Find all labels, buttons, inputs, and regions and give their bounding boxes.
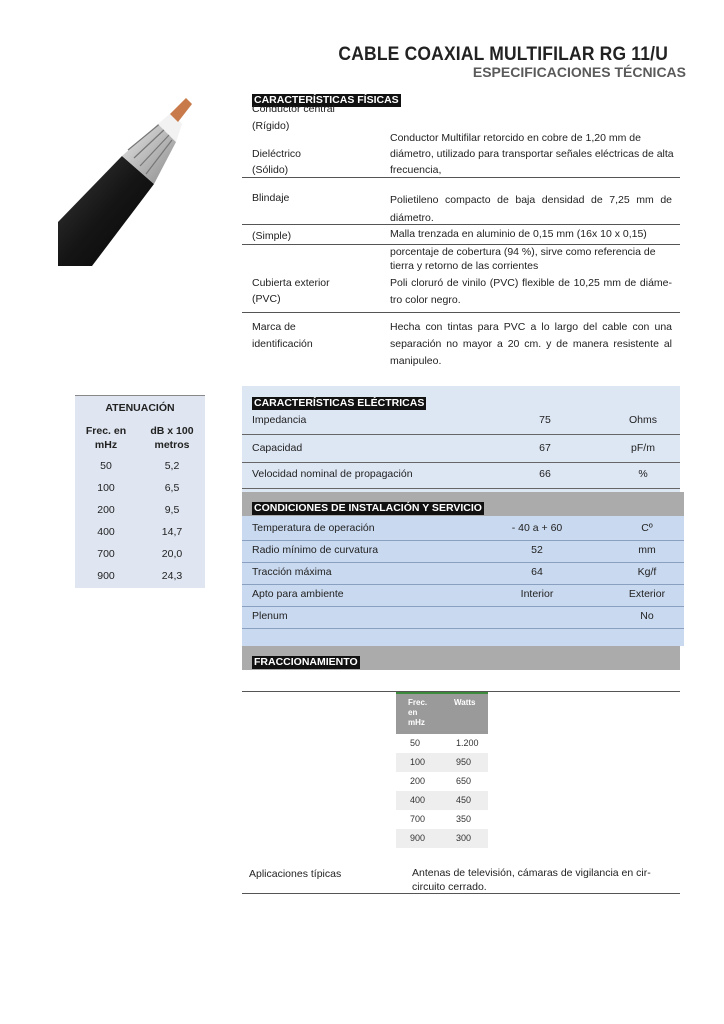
attenuation-db-cell: 6,5 — [164, 482, 180, 494]
installation-section — [242, 516, 684, 646]
attenuation-freq-cell: 700 — [97, 548, 115, 560]
divider — [242, 224, 680, 225]
electrical-label: Impedancia — [252, 414, 307, 426]
power-col-watts: Watts — [454, 698, 476, 707]
power-watts-cell: 450 — [456, 795, 472, 805]
dielectric-label: Dieléctrico — [252, 148, 302, 160]
attenuation-db-cell: 24,3 — [161, 570, 183, 582]
dielectric-label-sub: (Sólido) — [252, 164, 289, 176]
attenuation-freq-cell: 900 — [97, 570, 115, 582]
power-col-freq-b: en — [408, 708, 418, 717]
electrical-value: 66 — [539, 468, 551, 480]
installation-label: Plenum — [252, 610, 288, 622]
installation-unit: Exterior — [628, 588, 666, 600]
power-watts-cell: 350 — [456, 814, 472, 824]
shield-value: Polietileno compacto de baja densidad de 7,25 mm de diámetro. — [390, 194, 672, 224]
electrical-value: 67 — [539, 442, 551, 454]
attenuation-db-cell: 20,0 — [161, 548, 183, 560]
attenuation-freq-cell: 50 — [100, 460, 112, 472]
divider — [242, 177, 680, 178]
attenuation-db-cell: 14,7 — [161, 526, 183, 538]
installation-label: Temperatura de operación — [252, 522, 375, 534]
power-col-freq-c: mHz — [408, 718, 425, 727]
installation-unit: mm — [638, 544, 656, 556]
attenuation-title: ATENUACIÓN — [105, 402, 175, 414]
divider — [242, 540, 684, 541]
installation-value: 64 — [531, 566, 543, 578]
installation-heading: CONDICIONES DE INSTALACIÓN Y SERVICIO — [254, 502, 482, 514]
installation-label: Radio mínimo de curvatura — [252, 544, 379, 556]
attenuation-db-cell: 5,2 — [164, 460, 180, 472]
electrical-label: Capacidad — [252, 442, 303, 454]
cable-photo — [58, 94, 194, 266]
attenuation-col-db: dB x 100 metros — [150, 425, 194, 451]
electrical-unit: % — [638, 468, 648, 480]
coaxial-cable-image — [58, 94, 194, 266]
jacket-value: Poli cloruró de vinilo (PVC) flexible de 10,25 mm de diáme-tro color negro. — [390, 277, 672, 306]
electrical-label: Velocidad nominal de propagación — [252, 468, 413, 480]
page-subtitle: ESPECIFICACIONES TÉCNICAS — [472, 64, 686, 80]
divider — [242, 312, 680, 313]
divider — [242, 488, 680, 489]
power-freq-cell: 900 — [410, 833, 426, 843]
jacket-label: Cubierta exterior — [252, 277, 330, 289]
installation-unit: Cº — [641, 522, 653, 534]
attenuation-freq-cell: 400 — [97, 526, 115, 538]
divider — [242, 462, 680, 463]
conductor-label-sub: (Rígido) — [252, 120, 290, 132]
attenuation-col-freq: Frec. en mHz — [85, 425, 127, 451]
installation-value: - 40 a + 60 — [511, 522, 563, 534]
page-title: CABLE COAXIAL MULTIFILAR RG 11/U — [338, 44, 668, 65]
divider — [75, 395, 205, 396]
electrical-heading: CARACTERÍSTICAS ELÉCTRICAS — [254, 397, 425, 409]
power-freq-cell: 50 — [410, 738, 421, 748]
divider — [242, 606, 684, 607]
mark-value: Hecha con tintas para PVC a lo largo del cable con una separación no mayor a 20 cm. y de manera resistente al manipuleo. — [390, 321, 672, 367]
conductor-label: Conductor central — [252, 103, 335, 115]
divider — [242, 434, 680, 435]
power-watts-cell: 950 — [456, 757, 472, 767]
installation-label: Tracción máxima — [252, 566, 332, 578]
power-freq-cell: 700 — [410, 814, 426, 824]
physical-heading: CARACTERÍSTICAS FÍSICAS — [254, 94, 399, 106]
installation-value: 52 — [531, 544, 543, 556]
installation-value: Interior — [520, 588, 554, 600]
power-watts-cell: 650 — [456, 776, 472, 786]
installation-label: Apto para ambiente — [252, 588, 344, 600]
jacket-label-sub: (PVC) — [252, 293, 281, 305]
attenuation-freq-cell: 100 — [97, 482, 115, 494]
shield-label: Blindaje — [252, 192, 290, 204]
power-watts-cell: 1.200 — [456, 738, 479, 748]
mark-label: Marca de — [252, 321, 296, 333]
electrical-value: 75 — [539, 414, 551, 426]
power-col-freq-a: Frec. — [408, 698, 428, 707]
divider — [242, 584, 684, 585]
fraction-heading: FRACCIONAMIENTO — [254, 656, 358, 668]
simple-label: (Simple) — [252, 230, 292, 242]
divider — [242, 562, 684, 563]
electrical-unit: pF/m — [631, 442, 655, 454]
applications-label: Aplicaciones típicas — [249, 868, 342, 880]
mark-label-sub: identificación — [252, 338, 313, 350]
electrical-unit: Ohms — [628, 414, 657, 426]
applications-value-cont: circuito cerrado. — [412, 881, 487, 893]
attenuation-freq-cell: 200 — [97, 504, 115, 516]
power-freq-cell: 200 — [410, 776, 426, 786]
divider — [242, 628, 684, 629]
conductor-value: Conductor Multifilar retorcido en cobre de 1,20 mm de diámetro, utilizado para transportar señales eléctricas de alta frecuencia, — [390, 132, 674, 176]
power-freq-cell: 100 — [410, 757, 426, 767]
divider — [242, 893, 680, 894]
coverage-value: porcentaje de cobertura (94 %), sirve como referencia de tierra y retorno de las corrientes — [390, 246, 656, 272]
power-freq-cell: 400 — [410, 795, 426, 805]
power-watts-cell: 300 — [456, 833, 472, 843]
installation-unit: No — [640, 610, 654, 622]
applications-value: Antenas de televisión, cámaras de vigilancia en cir- — [412, 867, 651, 879]
simple-value: Malla trenzada en aluminio de 0,15 mm (16x 10 x 0,15) — [390, 228, 647, 240]
installation-unit: Kg/f — [637, 566, 657, 578]
attenuation-db-cell: 9,5 — [164, 504, 180, 516]
